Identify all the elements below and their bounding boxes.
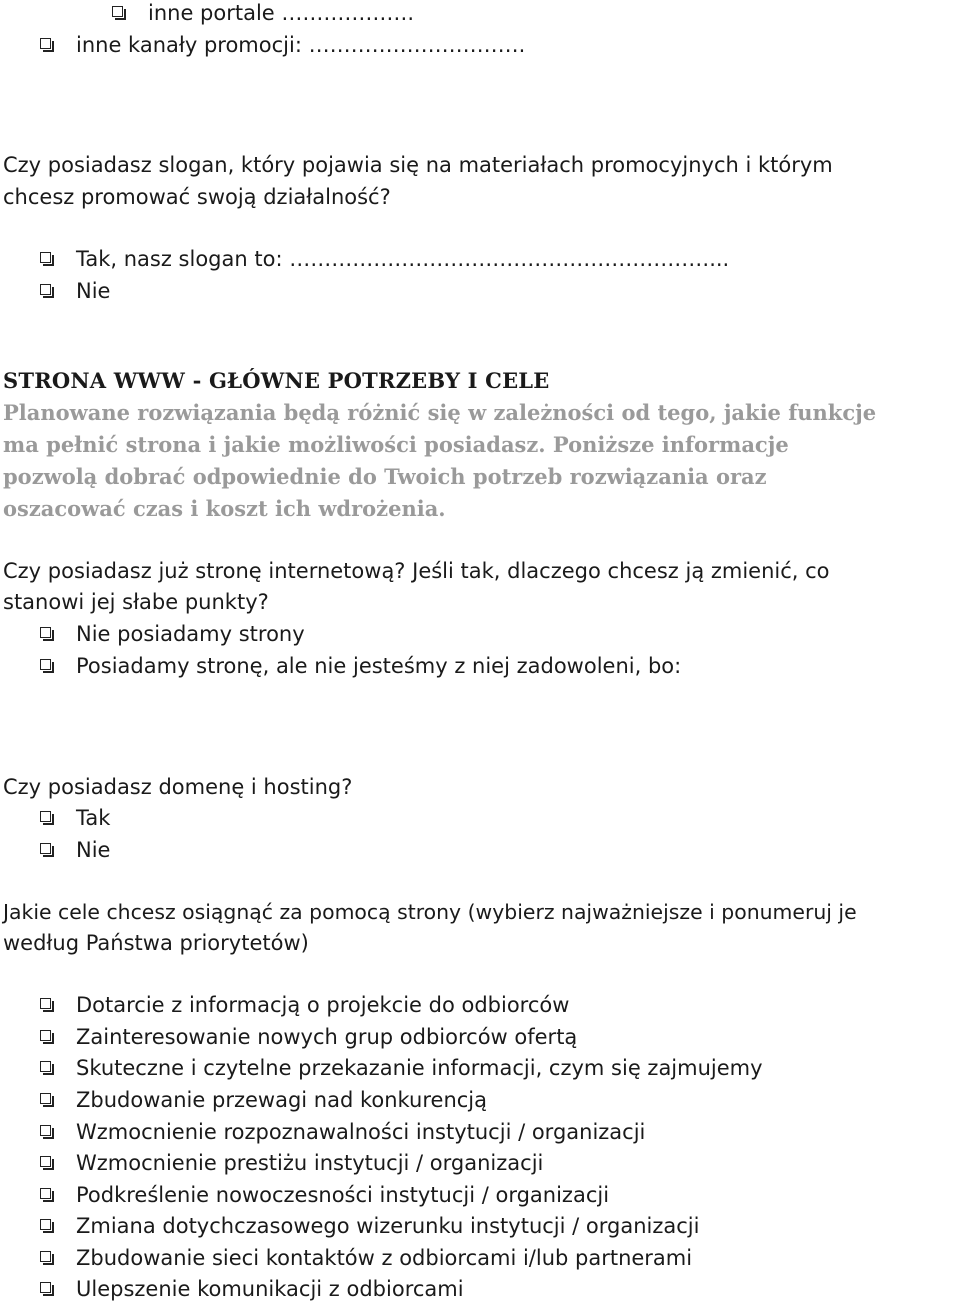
slogan-question-line-1: Czy posiadasz slogan, który pojawia się na materiałach promocyjnych i którym [3,153,833,177]
option-label: Zbudowanie sieci kontaktów z odbiorcami i/lub partnerami [76,1246,693,1270]
checkbox-option-domain-yes[interactable] [40,802,110,834]
option-label: Wzmocnienie prestiżu instytucji / organizacji [76,1151,544,1175]
option-label: Zmiana dotychczasowego wizerunku instytucji / organizacji [76,1214,700,1238]
section-intro-line-2: ma pełnić strona i jakie możliwości posiadasz. Poniższe informacje [3,432,789,457]
option-label: Nie posiadamy strony [76,622,305,646]
checkbox-goal-7[interactable] [40,1179,609,1211]
checkbox-icon[interactable] [40,1251,54,1265]
checkbox-icon[interactable] [40,627,54,641]
option-label: Nie [76,838,111,862]
option-label: Tak [76,806,111,830]
checkbox-icon[interactable] [40,1030,54,1044]
option-label: Dotarcie z informacją o projekcie do odbiorców [76,993,570,1017]
section-intro-line-3: pozwolą dobrać odpowiednie do Twoich potrzeb rozwiązania oraz [3,464,767,489]
checkbox-option-other-channels[interactable] [40,29,525,61]
checkbox-goal-9[interactable] [40,1242,692,1274]
checkbox-option-website-unsatisfied[interactable] [40,650,681,682]
checkbox-icon[interactable] [40,38,54,52]
option-label: Ulepszenie komunikacji z odbiorcami [76,1277,464,1301]
checkbox-icon[interactable] [40,1219,54,1233]
option-label: Podkreślenie nowoczesności instytucji / organizacji [76,1183,610,1207]
checkbox-option-slogan-no[interactable] [40,275,110,307]
goals-question-line-1: Jakie cele chcesz osiągnąć za pomocą strony (wybierz najważniejsze i ponumeruj je [3,900,857,924]
checkbox-icon[interactable] [40,659,54,673]
checkbox-icon[interactable] [112,6,126,20]
option-label: Tak, nasz slogan to: ……………………………………………………... [76,247,730,271]
checkbox-icon[interactable] [40,1093,54,1107]
checkbox-icon[interactable] [40,284,54,298]
option-label: Wzmocnienie rozpoznawalności instytucji / organizacji [76,1120,646,1144]
checkbox-goal-4[interactable] [40,1084,487,1116]
option-label: Zbudowanie przewagi nad konkurencją [76,1088,488,1112]
checkbox-option-domain-no[interactable] [40,834,110,866]
checkbox-goal-2[interactable] [40,1021,577,1053]
checkbox-option-other-portals[interactable] [112,0,414,29]
checkbox-icon[interactable] [40,252,54,266]
option-label: Skuteczne i czytelne przekazanie informacji, czym się zajmujemy [76,1056,763,1080]
section-intro-line-4: oszacować czas i koszt ich wdrożenia. [3,496,446,521]
goals-question-line-2: według Państwa priorytetów) [3,931,309,955]
checkbox-goal-1[interactable] [40,989,569,1021]
checkbox-icon[interactable] [40,1282,54,1296]
option-label: Posiadamy stronę, ale nie jesteśmy z niej zadowoleni, bo: [76,654,682,678]
option-label: Nie [76,279,111,303]
website-question-line-2: stanowi jej słabe punkty? [3,590,269,614]
checkbox-icon[interactable] [40,1156,54,1170]
checkbox-goal-10[interactable] [40,1273,464,1305]
checkbox-goal-6[interactable] [40,1147,543,1179]
checkbox-option-slogan-yes[interactable] [40,243,729,275]
domain-question: Czy posiadasz domenę i hosting? [3,775,353,799]
section-heading: STRONA WWW - GŁÓWNE POTRZEBY I CELE [3,368,550,393]
checkbox-icon[interactable] [40,811,54,825]
checkbox-goal-8[interactable] [40,1210,699,1242]
checkbox-icon[interactable] [40,998,54,1012]
checkbox-icon[interactable] [40,1061,54,1075]
checkbox-option-no-website[interactable] [40,618,305,650]
checkbox-goal-5[interactable] [40,1116,645,1148]
section-intro-line-1: Planowane rozwiązania będą różnić się w zależności od tego, jakie funkcje [3,400,877,425]
checkbox-icon[interactable] [40,843,54,857]
option-label: inne kanały promocji: …………………………. [76,33,526,57]
checkbox-goal-3[interactable] [40,1052,763,1084]
option-label: Zainteresowanie nowych grup odbiorców ofertą [76,1025,578,1049]
option-label: inne portale ………………. [148,1,415,25]
slogan-question-line-2: chcesz promować swoją działalność? [3,185,391,209]
checkbox-icon[interactable] [40,1125,54,1139]
checkbox-icon[interactable] [40,1188,54,1202]
website-question-line-1: Czy posiadasz już stronę internetową? Jeśli tak, dlaczego chcesz ją zmienić, co [3,559,830,583]
